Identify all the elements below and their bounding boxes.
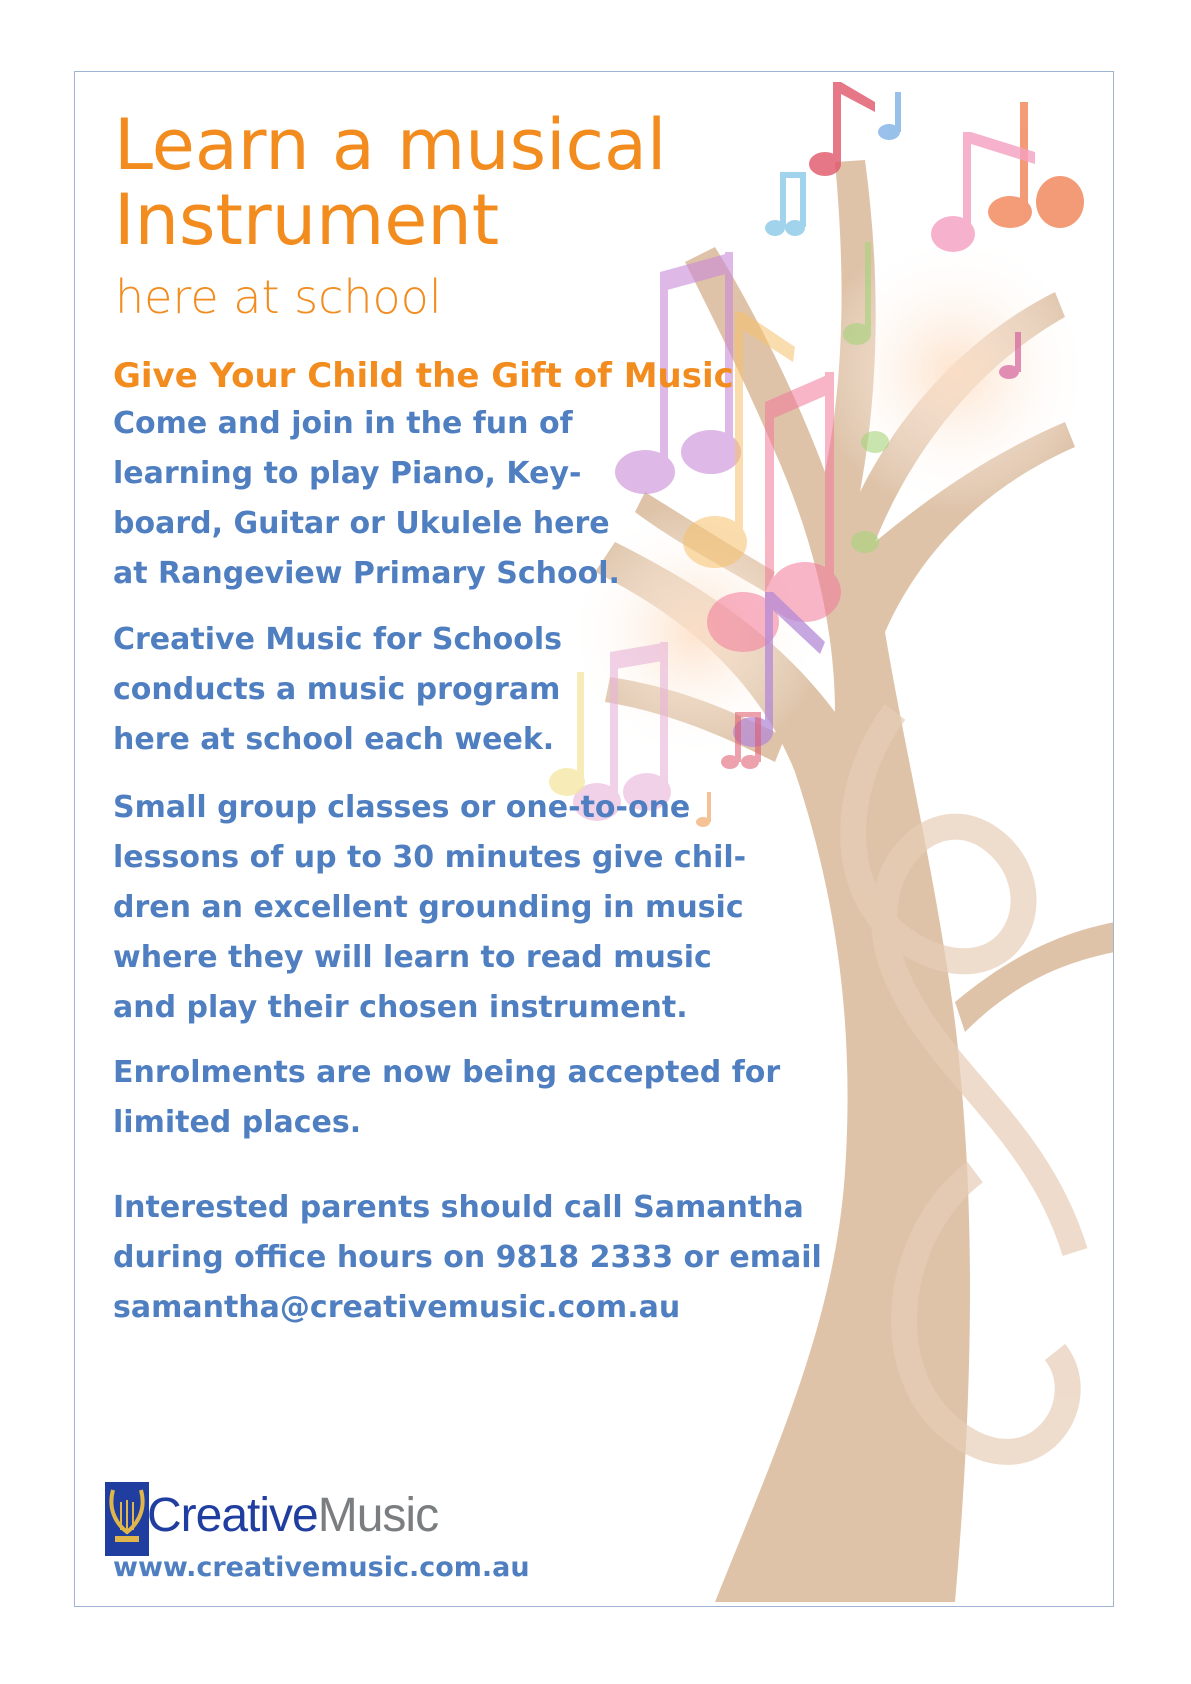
paragraph-classes: Small group classes or one-to-one lessons of up to 30 minutes give chil- dren an excellent grounding in music where they will learn to read music and play their chosen instrument. xyxy=(113,790,747,1025)
creative-music-logo xyxy=(105,1482,439,1562)
paragraph-program: Creative Music for Schools conducts a music program here at school each week. xyxy=(113,622,562,757)
flyer-frame xyxy=(74,71,1114,1607)
flyer-title-line2: Instrument xyxy=(114,179,500,261)
website-link[interactable]: www.creativemusic.com.au xyxy=(113,1552,530,1583)
logo-word-creative: Creative xyxy=(147,1489,318,1542)
logo-wordmark xyxy=(147,1489,439,1542)
flyer-title-line1: Learn a musical xyxy=(114,104,667,186)
note-icon xyxy=(931,132,1035,252)
lyre-icon xyxy=(105,1482,149,1556)
note-icon xyxy=(765,172,806,236)
note-icon xyxy=(988,102,1084,228)
note-icon xyxy=(878,92,901,140)
flyer-tagline: Give Your Child the Gift of Music xyxy=(113,356,734,396)
flyer-subtitle: here at school xyxy=(115,270,442,324)
logo-word-music: Music xyxy=(317,1489,439,1542)
paragraph-enrolments: Enrolments are now being accepted for limited places. xyxy=(113,1055,781,1140)
paragraph-contact: Interested parents should call Samantha during office hours on 9818 2333 or email samantha@creativemusic.com.au xyxy=(113,1190,822,1325)
paragraph-intro: Come and join in the fun of learning to play Piano, Key- board, Guitar or Ukulele here at Rangeview Primary School. xyxy=(113,406,620,591)
